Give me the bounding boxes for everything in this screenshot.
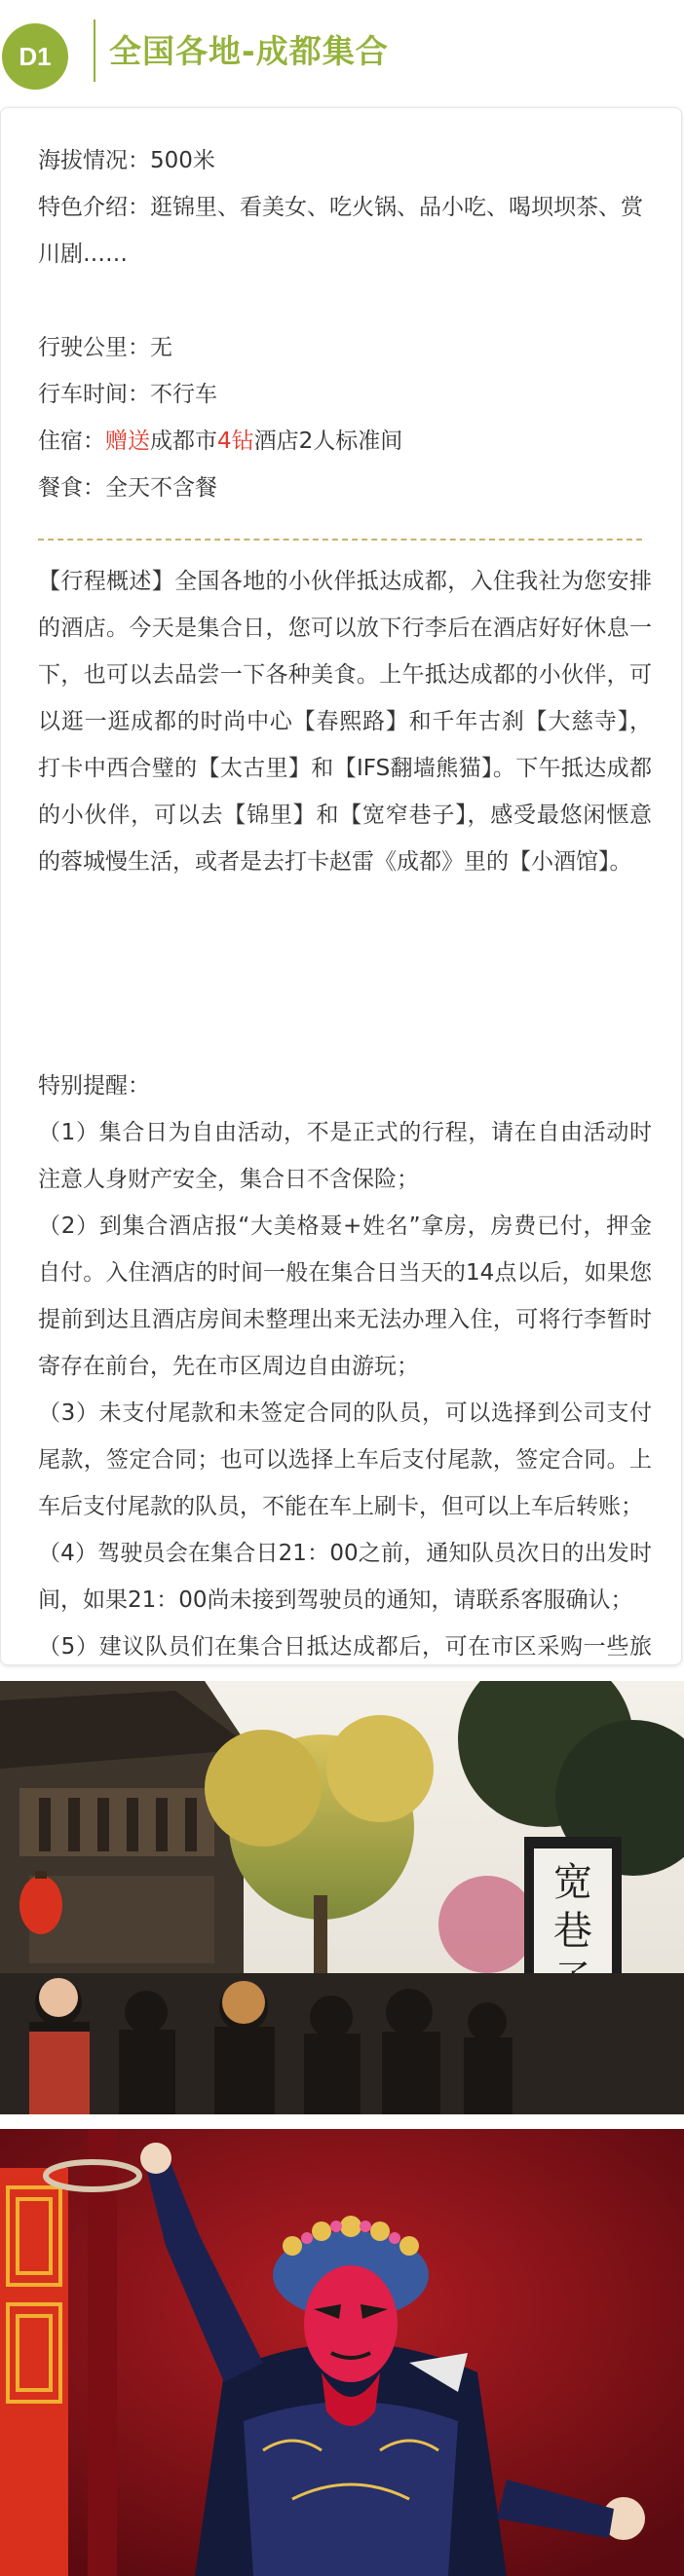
opera-photo [0, 2129, 684, 2576]
stay-prefix: 住宿： [38, 429, 105, 454]
alley-photo [0, 1681, 684, 2114]
alley-sign-char-1: 宽 [553, 1860, 592, 1905]
stay-star: 4钻 [217, 429, 254, 454]
tip-item: （5）建议队员们在集合日抵达成都后，可在市区采购一些旅 [38, 1634, 652, 1660]
stay-gift: 赠送 [105, 429, 150, 454]
tip-item: （3）未支付尾款和未签定合同的队员，可以选择到公司支付尾款，签定合同；也可以选择上车后支付尾款，签定合同。上车后支付尾款的队员，不能在车上刷卡，但可以上车后转账； [38, 1400, 652, 1519]
trip-info [38, 137, 652, 511]
altitude-row: 海拔情况：500米 [38, 148, 215, 173]
alley-sign-char-2: 巷 [553, 1909, 592, 1954]
page-title: 全国各地-成都集合 [109, 31, 389, 70]
day-badge: D1 [2, 23, 68, 90]
features-row: 特色介绍：逛锦里、看美女、吃火锅、品小吃、喝坝坝茶、赏川剧…… [38, 195, 643, 267]
stay-city: 成都市 [150, 429, 217, 454]
tips-heading: 特别提醒： [38, 1073, 150, 1099]
tip-item: （1）集合日为自由活动，不是正式的行程，请在自由活动时注意人身财产安全，集合日不含保险； [38, 1120, 652, 1192]
tip-item: （4）驾驶员会在集合日21：00之前，通知队员次日的出发时间，如果21：00尚未接到驾驶员的通知，请联系客服确认； [38, 1541, 652, 1613]
overview-text: 【行程概述】全国各地的小伙伴抵达成都，入住我社为您安排的酒店。今天是集合日，您可以放下行李后在酒店好好休息一下，也可以去品尝一下各种美食。上午抵达成都的小伙伴，可以逛一逛成都的时尚中心【春熙路】和千年古刹【大慈寺】，打卡中西合璧的【太古里】和【IFS翻墙熊猫】。下午抵达成都的小伙伴，可以去【锦里】和【宽窄巷子】，感受最悠闲惬意的蓉城慢生活，或者是去打卡赵雷《成都》里的【小酒馆】。 [38, 569, 652, 875]
drive-time-row: 行车时间：不行车 [38, 382, 217, 407]
meals-row: 餐食：全天不含餐 [38, 475, 217, 501]
itinerary-card [0, 107, 682, 1665]
spacer [38, 278, 652, 324]
special-tips [38, 1063, 652, 1717]
day-header [0, 0, 684, 88]
distance-row: 行驶公里：无 [38, 335, 172, 360]
stay-suffix: 酒店2人标准间 [253, 429, 403, 454]
header-divider [94, 19, 95, 82]
tip-item: （2）到集合酒店报“大美格聂+姓名”拿房，房费已付，押金自付。入住酒店的时间一般在集合日当天的14点以后，如果您提前到达且酒店房间未整理出来无法办理入住，可将行李暂时寄存在前台，先在市区周边自由游玩； [38, 1213, 652, 1379]
dashed-divider [38, 539, 642, 541]
stay-row [38, 418, 652, 465]
overview-paragraph [38, 558, 652, 885]
